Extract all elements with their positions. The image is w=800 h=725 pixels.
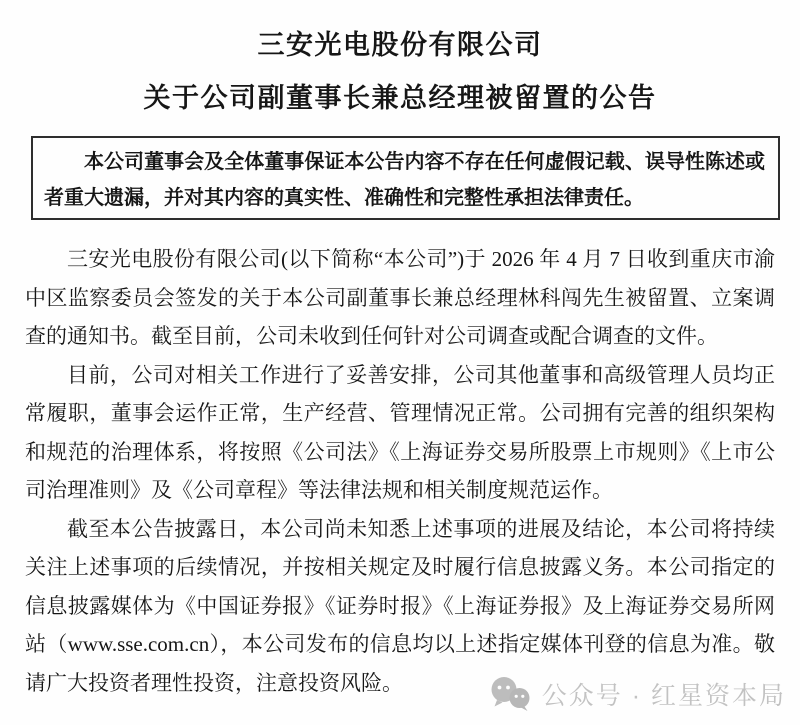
paragraph-operations: 目前，公司对相关工作进行了妥善安排，公司其他董事和高级管理人员均正常履职，董事会运作正常，生产经营、管理情况正常。公司拥有完善的组织架构和规范的治理体系，将按照《公司法》《上海证券交易所股票上市规则》《上市公司治理准则》及《公司章程》等法律法规和相关制度规范运作。 [25, 362, 775, 502]
document-body [25, 240, 775, 702]
document-title-subject: 关于公司副董事长兼总经理被留置的公告 [143, 83, 657, 113]
paragraph-disclosure: 截至本公告披露日，本公司尚未知悉上述事项的进展及结论，本公司将持续关注上述事项的后续情况，并按相关规定及时履行信息披露义务。本公司指定的信息披露媒体为《中国证券报》《证券时报》《上海证券报》及上海证券交易所网站（www.sse.com.cn），本公司发布的信息均以上述指定媒体刊登的信息为准。敬请广大投资者理性投资，注意投资风险。 [25, 516, 775, 695]
document-title-company: 三安光电股份有限公司 [257, 30, 543, 60]
paragraph-notice: 三安光电股份有限公司(以下简称“本公司”)于 2026 年 4 月 7 日收到重庆市渝中区监察委员会签发的关于本公司副董事长兼总经理林科闯先生被留置、立案调查的通知书。截至目前，公司未收到任何针对公司调查或配合调查的文件。 [25, 247, 775, 348]
disclaimer-box: 本公司董事会及全体董事保证本公告内容不存在任何虚假记载、误导性陈述或者重大遗漏，并对其内容的真实性、准确性和完整性承担法律责任。 [31, 136, 780, 220]
watermark-label: 公众号 · 红星资本局 [541, 682, 786, 710]
